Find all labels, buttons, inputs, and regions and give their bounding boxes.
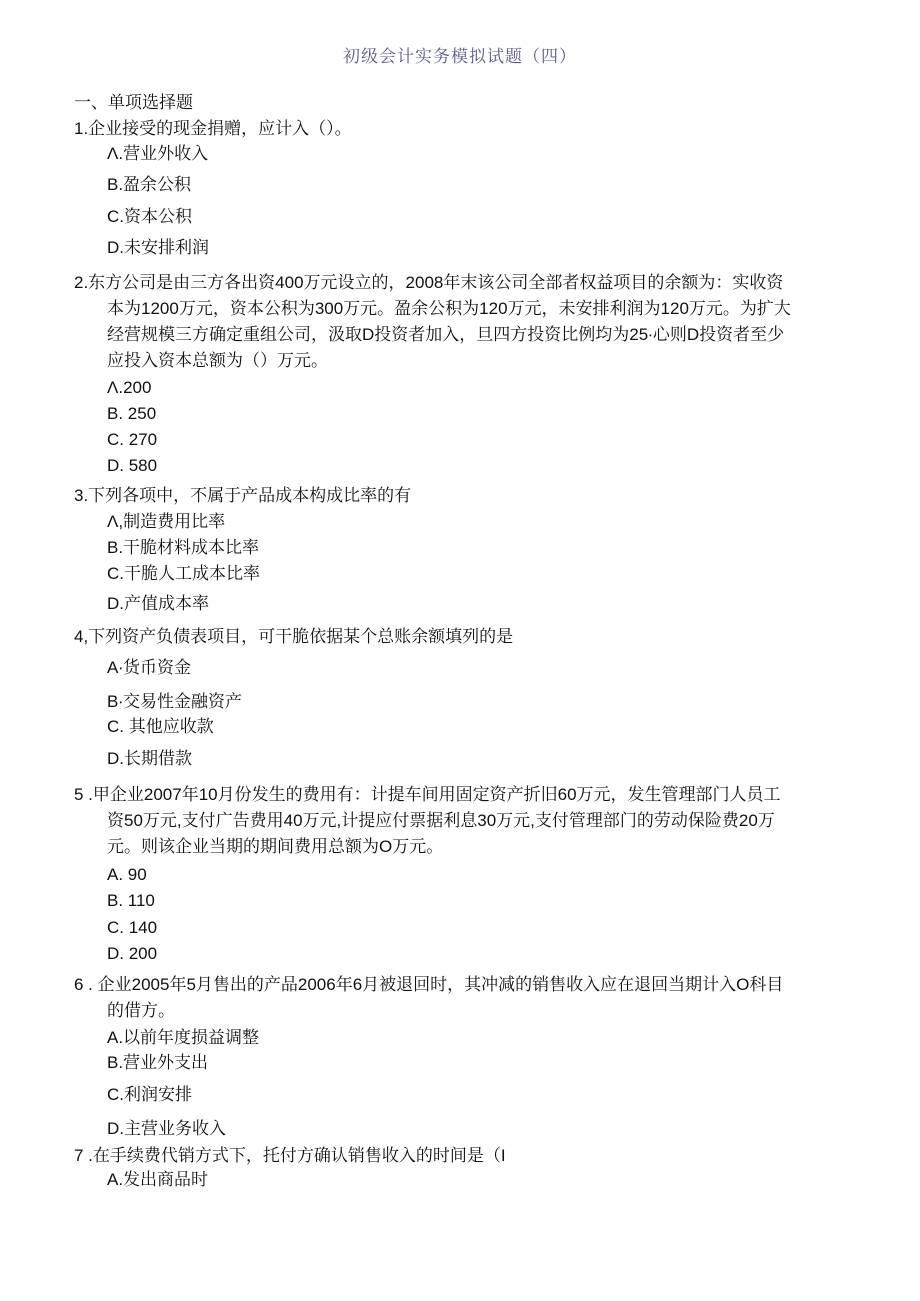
question-2-text-line-1: 2.东方公司是由三方各出资400万元设立的，2008年末该公司全部者权益项目的余额为：实收资 bbox=[74, 273, 784, 292]
question-2-option-d: D. 580 bbox=[107, 456, 158, 475]
question-1-option-a: Λ.营业外收入 bbox=[107, 144, 209, 163]
question-4-text: 4,下列资产负债表项目，可干脆依据某个总账余额填列的是 bbox=[74, 627, 514, 646]
question-4-option-c: C. 其他应收款 bbox=[107, 717, 214, 736]
question-6-option-c: C.利润安排 bbox=[107, 1085, 192, 1104]
question-6-option-a: A.以前年度损益调整 bbox=[107, 1028, 260, 1047]
question-6-text-line-1: 6 . 企业2005年5月售出的产品2006年6月被退回时，其冲减的销售收入应在退回当期计入O科目 bbox=[74, 975, 784, 994]
page-title: 初级会计实务模拟试题（四） bbox=[343, 47, 577, 67]
question-3-option-c: C.干脆人工成本比率 bbox=[107, 564, 260, 583]
question-7-option-a: A.发出商品时 bbox=[107, 1170, 209, 1189]
question-4-option-d: D.长期借款 bbox=[107, 749, 192, 768]
question-3-option-b: B.干脆材料成本比率 bbox=[107, 538, 260, 557]
question-6-option-d: D.主营业务收入 bbox=[107, 1119, 226, 1138]
question-1-option-c: C.资本公积 bbox=[107, 207, 192, 226]
question-6-option-b: B.营业外支出 bbox=[107, 1053, 209, 1072]
question-1-text: 1.企业接受的现金捐赠，应计入（）。 bbox=[74, 119, 352, 138]
question-2-option-a: Λ.200 bbox=[107, 378, 152, 397]
question-4-option-b: B∙交易性金融资产 bbox=[107, 692, 243, 711]
question-1-option-b: B.盈余公积 bbox=[107, 175, 192, 194]
question-5-option-d: D. 200 bbox=[107, 944, 158, 963]
question-5-text-line-3: 元。则该企业当期的期间费用总额为O万元。 bbox=[107, 837, 444, 856]
question-2-text-line-4: 应投入资本总额为（）万元。 bbox=[107, 351, 328, 370]
question-5-option-c: C. 140 bbox=[107, 918, 158, 937]
question-6-text-line-2: 的借方。 bbox=[107, 1001, 175, 1020]
question-5-option-a: A. 90 bbox=[107, 865, 147, 884]
question-5-option-b: B. 110 bbox=[107, 891, 155, 910]
question-3-option-d: D.产值成本率 bbox=[107, 594, 209, 613]
question-2-option-c: C. 270 bbox=[107, 430, 158, 449]
section-heading: 一、单项选择题 bbox=[74, 93, 193, 113]
question-2-text-line-2: 本为1200万元，资本公积为300万元。盈余公积为120万元，未安排利润为120万元。为扩大 bbox=[107, 299, 791, 318]
question-7-text: 7 .在手续费代销方式下，托付方确认销售收入的时间是（I bbox=[74, 1146, 506, 1165]
question-1-option-d: D.未安排利润 bbox=[107, 238, 209, 257]
question-2-option-b: B. 250 bbox=[107, 404, 157, 423]
question-3-option-a: Λ,制造费用比率 bbox=[107, 512, 226, 531]
question-5-text-line-1: 5 .甲企业2007年10月份发生的费用有：计提车间用固定资产折旧60万元，发生管理部门人员工 bbox=[74, 785, 781, 804]
question-5-text-line-2: 资50万元,支付广告费用40万元,计提应付票据利息30万元,支付管理部门的劳动保险费20万 bbox=[107, 811, 775, 830]
question-3-text: 3.下列各项中，不属于产品成本构成比率的有 bbox=[74, 486, 412, 505]
question-2-text-line-3: 经营规模三方确定重组公司，汲取D投资者加入，旦四方投资比例均为25∙心则D投资者至少 bbox=[107, 325, 785, 344]
question-4-option-a: A∙货币资金 bbox=[107, 658, 192, 677]
